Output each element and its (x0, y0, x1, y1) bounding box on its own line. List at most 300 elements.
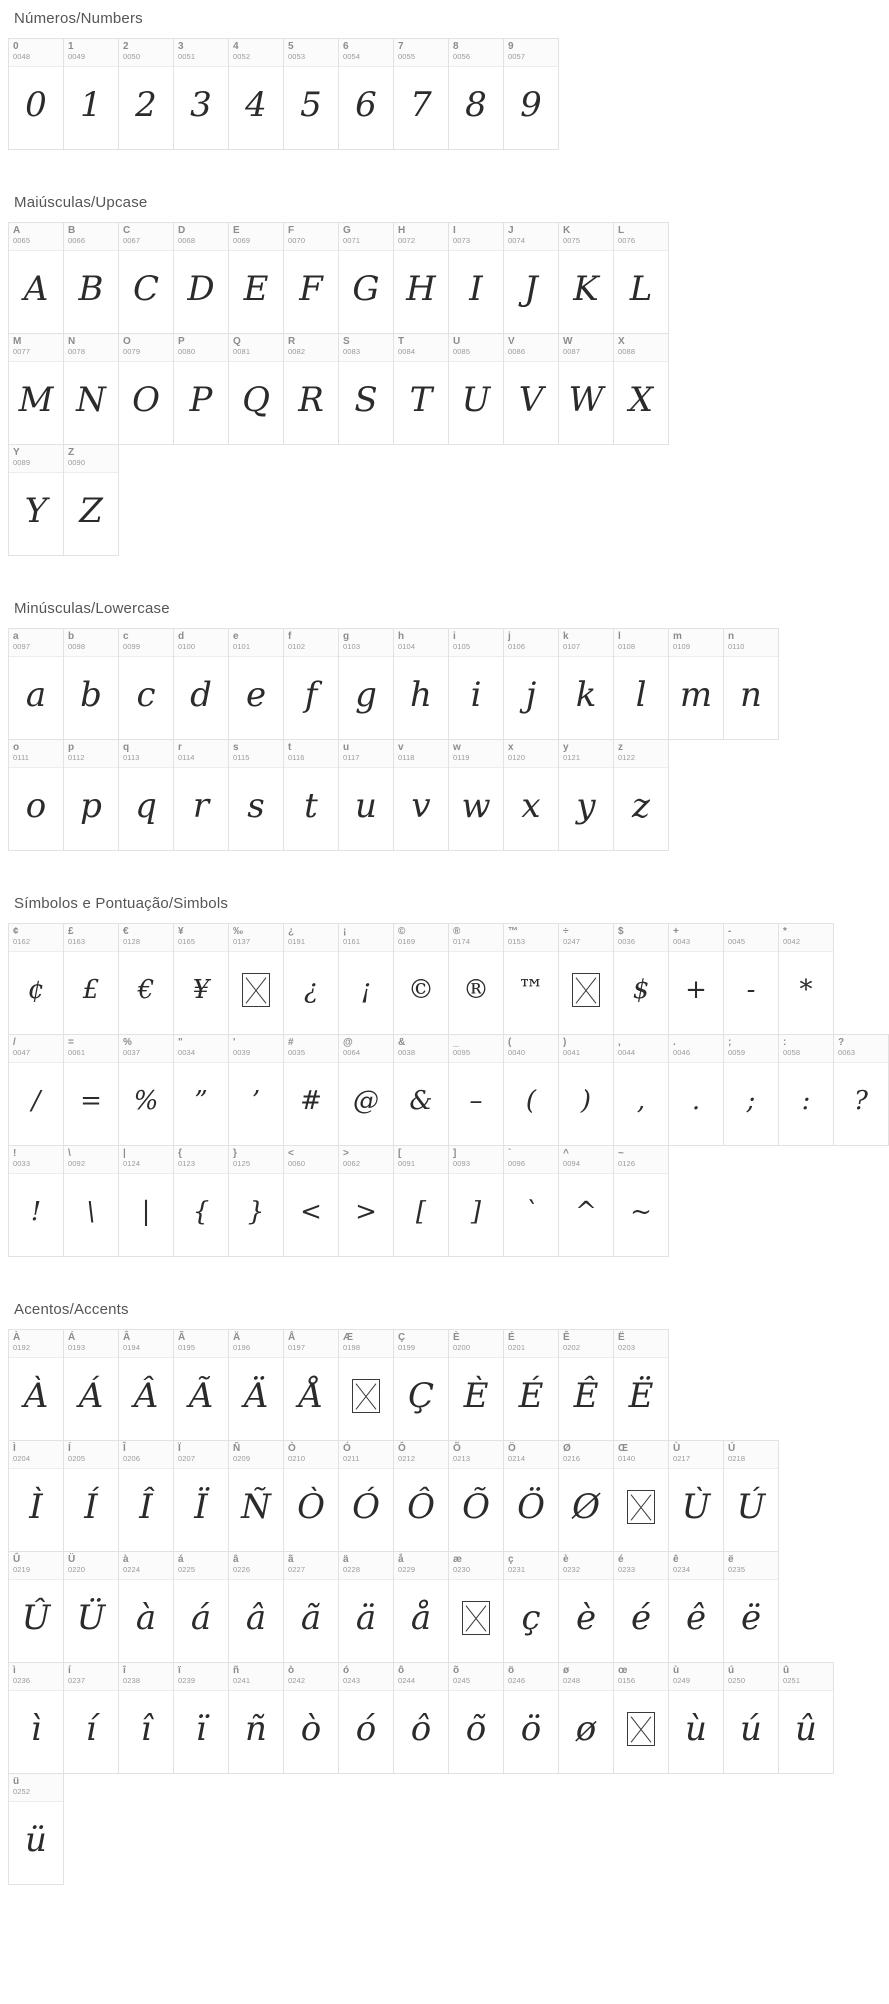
glyph-cell[interactable] (393, 628, 449, 740)
glyph-char-label: L (618, 225, 625, 236)
glyph-cell[interactable] (283, 222, 339, 334)
glyph-cell[interactable] (8, 222, 64, 334)
glyph-char-label: ] (453, 1148, 457, 1159)
glyph-cell[interactable] (393, 333, 449, 445)
glyph-cell[interactable] (118, 38, 174, 150)
glyph-cell-header (504, 1035, 558, 1063)
glyph-cell[interactable] (338, 1329, 394, 1441)
glyph-preview: B (78, 269, 104, 309)
glyph-cell[interactable] (8, 1329, 64, 1441)
glyph-cell[interactable] (8, 1034, 64, 1146)
glyph-cell[interactable] (118, 923, 174, 1035)
glyph-cell[interactable] (338, 739, 394, 851)
glyph-code-label: 0040 (508, 1048, 526, 1057)
glyph-cell[interactable] (63, 1440, 119, 1552)
glyph-char-label: € (123, 926, 129, 937)
glyph-cell[interactable] (668, 1551, 724, 1663)
glyph-cell[interactable] (63, 1329, 119, 1441)
glyph-code-label: 0191 (288, 937, 306, 946)
glyph-cell[interactable] (118, 1662, 174, 1774)
glyph-cell[interactable] (173, 333, 229, 445)
glyph-cell[interactable] (8, 1773, 64, 1885)
glyph-preview: 6 (355, 85, 377, 125)
glyph-cell[interactable] (613, 628, 669, 740)
glyph-cell[interactable] (8, 1662, 64, 1774)
glyph-cell[interactable] (63, 1034, 119, 1146)
glyph-code-label: 0194 (123, 1343, 141, 1352)
glyph-char-label: / (13, 1037, 16, 1048)
glyph-cell[interactable] (448, 739, 504, 851)
glyph-cell[interactable] (8, 739, 64, 851)
glyph-cell[interactable] (228, 628, 284, 740)
glyph-cell[interactable] (503, 333, 559, 445)
glyph-cell[interactable] (63, 1662, 119, 1774)
glyph-cell[interactable] (283, 1551, 339, 1663)
glyph-code-label: 0214 (508, 1454, 526, 1463)
glyph-cell-header (559, 334, 613, 362)
glyph-preview: 3 (190, 85, 212, 125)
glyph-cell[interactable] (558, 628, 614, 740)
glyph-preview: ü (25, 1820, 47, 1860)
section-uppercase (0, 184, 661, 556)
glyph-code-label: 0122 (618, 753, 636, 762)
glyph-cell[interactable] (283, 923, 339, 1035)
glyph-cell-header (559, 924, 613, 952)
glyph-cell[interactable] (63, 1145, 119, 1257)
glyph-cell-header (339, 1330, 393, 1358)
glyph-cell[interactable] (668, 1034, 724, 1146)
glyph-cell[interactable] (173, 38, 229, 150)
glyph-cell[interactable] (8, 628, 64, 740)
glyph-cell[interactable] (118, 1440, 174, 1552)
glyph-cell[interactable] (448, 1440, 504, 1552)
glyph-cell[interactable] (283, 333, 339, 445)
glyph-cell[interactable] (8, 1551, 64, 1663)
glyph-preview: Ï (194, 1487, 208, 1527)
glyph-preview: ú (740, 1709, 762, 1749)
glyph-cell[interactable] (448, 38, 504, 150)
glyph-char-label: Ê (563, 1332, 570, 1343)
glyph-code-label: 0239 (178, 1676, 196, 1685)
glyph-preview: A (23, 269, 49, 309)
glyph-char-label: _ (453, 1037, 459, 1048)
glyph-cell[interactable] (173, 739, 229, 851)
glyph-code-label: 0219 (13, 1565, 31, 1574)
glyph-cell[interactable] (503, 222, 559, 334)
glyph-char-label: d (178, 631, 185, 642)
glyph-row (9, 1441, 779, 1552)
glyph-cell-header (504, 334, 558, 362)
glyph-code-label: 0226 (233, 1565, 251, 1574)
glyph-cell[interactable] (118, 1329, 174, 1441)
glyph-cell[interactable] (228, 222, 284, 334)
glyph-cell[interactable] (558, 923, 614, 1035)
glyph-cell[interactable] (283, 1662, 339, 1774)
glyph-cell[interactable] (558, 1145, 614, 1257)
glyph-code-label: 0228 (343, 1565, 361, 1574)
glyph-char-label: v (398, 742, 404, 753)
glyph-cell[interactable] (558, 739, 614, 851)
glyph-cell[interactable] (338, 222, 394, 334)
glyph-code-label: 0066 (68, 236, 86, 245)
glyph-preview: v (411, 786, 431, 826)
glyph-code-label: 0090 (68, 458, 86, 467)
glyph-code-label: 0140 (618, 1454, 636, 1463)
glyph-cell-header (119, 334, 173, 362)
glyph-cell-header (284, 924, 338, 952)
glyph-cell[interactable] (393, 1145, 449, 1257)
glyph-preview: R (298, 380, 324, 420)
glyph-cell-header (834, 1035, 888, 1063)
glyph-grid (9, 223, 654, 556)
glyph-cell[interactable] (833, 1034, 889, 1146)
glyph-preview: ê (685, 1598, 707, 1638)
glyph-code-label: 0101 (233, 642, 251, 651)
glyph-cell[interactable] (558, 333, 614, 445)
glyph-char-label: c (123, 631, 129, 642)
glyph-cell[interactable] (613, 1034, 669, 1146)
glyph-char-label: ‰ (233, 926, 243, 937)
glyph-code-label: 0044 (618, 1048, 636, 1057)
glyph-cell[interactable] (448, 1551, 504, 1663)
glyph-cell[interactable] (558, 222, 614, 334)
glyph-char-label: Ö (508, 1443, 516, 1454)
glyph-cell-header (559, 1330, 613, 1358)
glyph-cell[interactable] (228, 333, 284, 445)
glyph-cell[interactable] (448, 1329, 504, 1441)
glyph-preview: à (135, 1598, 157, 1638)
glyph-cell[interactable] (8, 38, 64, 150)
glyph-code-label: 0212 (398, 1454, 416, 1463)
glyph-preview: g (355, 675, 377, 715)
glyph-preview: | (141, 1197, 151, 1227)
glyph-cell-header (339, 629, 393, 657)
glyph-cell[interactable] (668, 628, 724, 740)
glyph-preview: F (299, 269, 323, 309)
glyph-code-label: 0060 (288, 1159, 306, 1168)
glyph-char-label: Ë (618, 1332, 625, 1343)
glyph-cell[interactable] (283, 628, 339, 740)
glyph-cell[interactable] (503, 739, 559, 851)
glyph-cell-header (559, 1663, 613, 1691)
glyph-char-label: q (123, 742, 130, 753)
glyph-cell[interactable] (338, 628, 394, 740)
glyph-cell[interactable] (228, 1034, 284, 1146)
glyph-cell[interactable] (173, 1329, 229, 1441)
glyph-cell[interactable] (503, 1662, 559, 1774)
glyph-cell[interactable] (228, 1145, 284, 1257)
glyph-cell[interactable] (393, 1329, 449, 1441)
glyph-code-label: 0205 (68, 1454, 86, 1463)
glyph-char-label: ® (453, 926, 461, 937)
glyph-preview: © (408, 975, 434, 1005)
glyph-cell[interactable] (63, 222, 119, 334)
glyph-row (9, 1035, 889, 1146)
glyph-cell-header (174, 223, 228, 251)
glyph-cell[interactable] (448, 923, 504, 1035)
glyph-cell[interactable] (228, 923, 284, 1035)
glyph-code-label: 0128 (123, 937, 141, 946)
glyph-preview: ¡ (360, 975, 372, 1005)
glyph-cell[interactable] (558, 1440, 614, 1552)
glyph-cell-header (449, 740, 503, 768)
glyph-cell[interactable] (448, 1034, 504, 1146)
glyph-cell[interactable] (338, 333, 394, 445)
glyph-cell[interactable] (173, 1551, 229, 1663)
glyph-cell[interactable] (63, 739, 119, 851)
glyph-cell[interactable] (503, 628, 559, 740)
glyph-cell[interactable] (668, 923, 724, 1035)
glyph-cell[interactable] (173, 1440, 229, 1552)
glyph-cell[interactable] (228, 739, 284, 851)
glyph-cell[interactable] (228, 1440, 284, 1552)
glyph-code-label: 0225 (178, 1565, 196, 1574)
glyph-char-label: ã (288, 1554, 294, 1565)
glyph-preview: 4 (245, 85, 267, 125)
glyph-preview (449, 1580, 503, 1662)
glyph-char-label: C (123, 225, 131, 236)
glyph-code-label: 0043 (673, 937, 691, 946)
glyph-code-label: 0237 (68, 1676, 86, 1685)
glyph-cell[interactable] (778, 923, 834, 1035)
glyph-cell[interactable] (118, 739, 174, 851)
glyph-cell[interactable] (228, 1329, 284, 1441)
glyph-preview: [ (415, 1197, 427, 1227)
glyph-cell[interactable] (613, 1329, 669, 1441)
glyph-char-label: U (453, 336, 461, 347)
glyph-preview: ) (580, 1086, 592, 1116)
glyph-code-label: 0200 (453, 1343, 471, 1352)
glyph-char-label: H (398, 225, 406, 236)
glyph-preview: 9 (520, 85, 542, 125)
glyph-cell-header (64, 334, 118, 362)
glyph-cell[interactable] (173, 1034, 229, 1146)
glyph-cell[interactable] (668, 1662, 724, 1774)
glyph-cell[interactable] (503, 1145, 559, 1257)
glyph-char-label: ì (13, 1665, 16, 1676)
glyph-char-label: Ò (288, 1443, 296, 1454)
glyph-cell-header (284, 1663, 338, 1691)
glyph-cell[interactable] (228, 1551, 284, 1663)
glyph-cell[interactable] (118, 1551, 174, 1663)
glyph-cell[interactable] (613, 1440, 669, 1552)
glyph-preview: P (189, 380, 213, 420)
glyph-preview: x (521, 786, 541, 826)
glyph-cell[interactable] (558, 1551, 614, 1663)
glyph-cell[interactable] (503, 1440, 559, 1552)
glyph-char-label: õ (453, 1665, 460, 1676)
glyph-cell[interactable] (723, 1034, 779, 1146)
glyph-cell[interactable] (393, 1551, 449, 1663)
glyph-cell[interactable] (338, 1551, 394, 1663)
glyph-cell[interactable] (8, 444, 64, 556)
glyph-code-label: 0077 (13, 347, 31, 356)
glyph-cell[interactable] (63, 333, 119, 445)
glyph-cell-header (339, 924, 393, 952)
glyph-code-label: 0243 (343, 1676, 361, 1685)
glyph-cell[interactable] (173, 628, 229, 740)
glyph-preview: f (304, 675, 318, 715)
glyph-cell[interactable] (503, 1034, 559, 1146)
glyph-cell-header (119, 1035, 173, 1063)
glyph-cell-header (284, 629, 338, 657)
glyph-cell[interactable] (118, 222, 174, 334)
glyph-cell[interactable] (283, 38, 339, 150)
glyph-cell[interactable] (723, 1662, 779, 1774)
glyph-char-label: B (68, 225, 76, 236)
glyph-cell-header (504, 1663, 558, 1691)
glyph-cell[interactable] (558, 1662, 614, 1774)
glyph-cell[interactable] (393, 1034, 449, 1146)
glyph-cell[interactable] (63, 444, 119, 556)
glyph-cell[interactable] (8, 923, 64, 1035)
glyph-cell[interactable] (393, 38, 449, 150)
glyph-cell[interactable] (283, 1329, 339, 1441)
glyph-cell[interactable] (723, 923, 779, 1035)
glyph-code-label: 0056 (453, 52, 471, 61)
glyph-cell[interactable] (393, 222, 449, 334)
glyph-cell[interactable] (283, 739, 339, 851)
glyph-cell[interactable] (613, 333, 669, 445)
glyph-cell[interactable] (283, 1440, 339, 1552)
glyph-cell[interactable] (723, 1440, 779, 1552)
glyph-code-label: 0118 (398, 753, 415, 762)
glyph-code-label: 0220 (68, 1565, 86, 1574)
glyph-code-label: 0079 (123, 347, 141, 356)
glyph-preview: k (575, 675, 597, 715)
glyph-code-label: 0116 (288, 753, 305, 762)
glyph-cell[interactable] (613, 1145, 669, 1257)
glyph-cell-header (394, 1146, 448, 1174)
glyph-cell[interactable] (63, 1551, 119, 1663)
glyph-code-label: 0249 (673, 1676, 691, 1685)
glyph-cell[interactable] (338, 38, 394, 150)
glyph-char-label: œ (618, 1665, 628, 1676)
glyph-cell[interactable] (503, 38, 559, 150)
glyph-char-label: ¡ (343, 926, 347, 937)
glyph-preview: Ì (29, 1487, 43, 1527)
glyph-cell[interactable] (228, 38, 284, 150)
glyph-cell[interactable] (613, 1662, 669, 1774)
glyph-char-label: Q (233, 336, 241, 347)
glyph-cell-header (64, 1552, 118, 1580)
glyph-cell[interactable] (668, 1440, 724, 1552)
glyph-char-label: Ï (178, 1443, 181, 1454)
glyph-cell[interactable] (173, 1145, 229, 1257)
glyph-cell[interactable] (613, 923, 669, 1035)
glyph-char-label: = (68, 1037, 74, 1048)
glyph-cell[interactable] (448, 222, 504, 334)
glyph-preview: G (352, 269, 380, 309)
glyph-cell-header (394, 740, 448, 768)
glyph-char-label: Í (68, 1443, 71, 1454)
glyph-char-label: É (508, 1332, 515, 1343)
glyph-cell[interactable] (613, 739, 669, 851)
glyph-cell[interactable] (393, 1662, 449, 1774)
glyph-cell[interactable] (503, 923, 559, 1035)
glyph-cell[interactable] (393, 923, 449, 1035)
glyph-code-label: 0092 (68, 1159, 86, 1168)
glyph-cell[interactable] (723, 1551, 779, 1663)
glyph-cell[interactable] (118, 1034, 174, 1146)
glyph-cell-header (449, 924, 503, 952)
glyph-cell[interactable] (613, 1551, 669, 1663)
glyph-preview: @ (353, 1086, 379, 1116)
glyph-cell[interactable] (338, 1034, 394, 1146)
glyph-cell-header (339, 1552, 393, 1580)
glyph-cell[interactable] (338, 1145, 394, 1257)
glyph-cell-header (284, 1330, 338, 1358)
glyph-preview: z (632, 786, 650, 826)
glyph-code-label: 0050 (123, 52, 141, 61)
glyph-char-label: : (783, 1037, 787, 1048)
glyph-cell[interactable] (393, 1440, 449, 1552)
glyph-cell[interactable] (118, 1145, 174, 1257)
glyph-cell[interactable] (338, 923, 394, 1035)
glyph-cell[interactable] (8, 1440, 64, 1552)
glyph-cell[interactable] (448, 1145, 504, 1257)
glyph-cell[interactable] (118, 333, 174, 445)
glyph-preview: È (463, 1376, 489, 1416)
glyph-cell[interactable] (503, 1551, 559, 1663)
glyph-char-label: î (123, 1665, 126, 1676)
glyph-cell-header (724, 1035, 778, 1063)
glyph-char-label: 2 (123, 41, 129, 52)
glyph-char-label: ö (508, 1665, 515, 1676)
glyph-cell[interactable] (558, 1034, 614, 1146)
glyph-preview: ë (740, 1598, 762, 1638)
glyph-cell[interactable] (613, 222, 669, 334)
glyph-cell[interactable] (283, 1145, 339, 1257)
glyph-char-label: . (673, 1037, 676, 1048)
glyph-preview: è (575, 1598, 597, 1638)
glyph-cell[interactable] (118, 628, 174, 740)
glyph-cell[interactable] (448, 1662, 504, 1774)
glyph-code-label: 0245 (453, 1676, 471, 1685)
glyph-cell[interactable] (8, 1145, 64, 1257)
glyph-cell[interactable] (393, 739, 449, 851)
glyph-preview: O (132, 380, 160, 420)
glyph-preview: ’ (251, 1086, 261, 1116)
glyph-cell[interactable] (63, 38, 119, 150)
glyph-row (9, 334, 669, 445)
glyph-cell[interactable] (448, 628, 504, 740)
glyph-cell[interactable] (283, 1034, 339, 1146)
glyph-cell[interactable] (338, 1662, 394, 1774)
glyph-cell[interactable] (338, 1440, 394, 1552)
glyph-code-label: 0084 (398, 347, 416, 356)
glyph-code-label: 0248 (563, 1676, 581, 1685)
glyph-cell[interactable] (173, 1662, 229, 1774)
glyph-cell[interactable] (723, 628, 779, 740)
glyph-cell[interactable] (558, 1329, 614, 1441)
glyph-code-label: 0121 (563, 753, 581, 762)
glyph-cell-header (559, 629, 613, 657)
glyph-code-label: 0086 (508, 347, 526, 356)
glyph-preview: õ (465, 1709, 487, 1749)
glyph-cell[interactable] (448, 333, 504, 445)
glyph-char-label: ê (673, 1554, 679, 1565)
glyph-cell[interactable] (63, 923, 119, 1035)
glyph-cell[interactable] (778, 1034, 834, 1146)
glyph-cell[interactable] (228, 1662, 284, 1774)
glyph-cell[interactable] (8, 333, 64, 445)
glyph-cell[interactable] (503, 1329, 559, 1441)
glyph-cell[interactable] (173, 222, 229, 334)
glyph-cell[interactable] (778, 1662, 834, 1774)
glyph-cell[interactable] (63, 628, 119, 740)
glyph-cell[interactable] (173, 923, 229, 1035)
